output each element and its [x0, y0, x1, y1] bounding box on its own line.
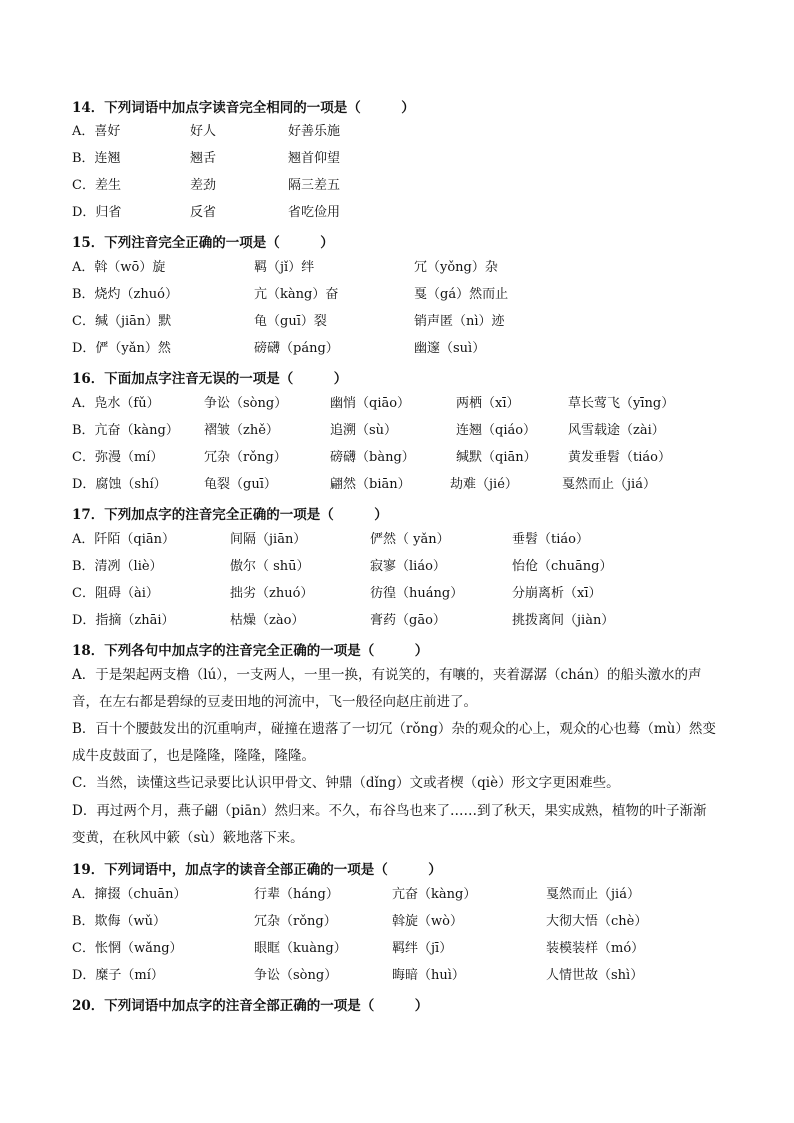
q17-b-2: 傲尔（ shū） [230, 559, 310, 574]
q19-c-4: 装模装样（mó） [546, 941, 645, 956]
q19-d-4: 人情世故（shì） [546, 968, 644, 983]
q16-a-2: 争讼（sòng） [204, 396, 288, 411]
question-15-title: 15．下列注音完全正确的一项是（ ） [72, 235, 334, 251]
q19-b-1: B．欺侮（wǔ） [72, 914, 167, 929]
q16-c-1: C．弥漫（mí） [72, 450, 164, 465]
q17-a-4: 垂髫（tiáo） [512, 532, 589, 547]
q16-c-4: 缄默（qiān） [456, 450, 537, 465]
q19-c-3: 羁绊（jī） [392, 941, 453, 956]
question-20-title: 20．下列词语中加点字的注音全部正确的一项是（ ） [72, 998, 429, 1014]
q14-b-1: B．连翘 [72, 151, 121, 166]
q16-d-4: 劫难（jié） [450, 477, 518, 492]
q17-b-3: 寂寥（liáo） [370, 559, 446, 574]
q19-d-3: 晦暗（huì） [392, 968, 465, 983]
q17-c-4: 分崩离析（xī） [512, 586, 602, 601]
q18-a-line-1: A．于是架起两支橹（lú），一支两人，一里一换，有说笑的，有嚷的，夹着潺潺（chán）的船头激水的声 [72, 667, 702, 683]
q14-a-1: A．喜好 [72, 124, 121, 139]
q15-a-3: 冗（yǒng）杂 [414, 260, 498, 275]
q16-d-3: 翩然（biān） [330, 477, 411, 492]
q16-c-2: 冗杂（rǒng） [204, 450, 287, 465]
q14-b-2: 翘舌 [190, 151, 217, 166]
q18-option-a [72, 662, 732, 716]
q16-b-1: B．亢奋（kàng） [72, 423, 179, 438]
q16-d-2: 龟裂（guī） [204, 477, 277, 492]
q15-b-3: 戛（gá）然而止 [414, 287, 509, 302]
q18-option-d [72, 798, 732, 852]
q18-c-line-1: C．当然，读懂这些记录要比认识甲骨文、钟鼎（dǐng）文或者楔（qiè）形文字更困难些。 [72, 775, 620, 791]
q17-c-3: 彷徨（huáng） [370, 586, 464, 601]
q14-a-3: 好善乐施 [288, 124, 341, 139]
q16-c-5: 黄发垂髫（tiáo） [568, 450, 671, 465]
q15-c-3: 销声匿（nì）迹 [414, 314, 505, 329]
q15-d-3: 幽邃（suì） [414, 341, 486, 356]
q16-a-4: 两栖（xī） [456, 396, 520, 411]
q19-c-1: C．怅惘（wǎng） [72, 941, 183, 956]
q16-c-3: 磅礴（bàng） [330, 450, 415, 465]
q19-d-2: 争讼（sòng） [254, 968, 338, 983]
q14-c-2: 差劲 [190, 178, 217, 193]
q19-d-1: D．糜子（mí） [72, 968, 164, 983]
q19-a-1: A．撺掇（chuān） [72, 887, 187, 902]
question-19-title: 19．下列词语中，加点字的读音全部正确的一项是（ ） [72, 862, 442, 878]
q17-a-2: 间隔（jiān） [230, 532, 307, 547]
q17-c-2: 拙劣（zhuó） [230, 586, 314, 601]
q17-d-4: 挑拨离间（jiàn） [512, 613, 615, 628]
q16-b-5: 风雪载途（zài） [568, 423, 665, 438]
q14-c-1: C．差生 [72, 178, 121, 193]
q18-a-line-2: 音，在左右都是碧绿的豆麦田地的河流中，飞一般径向赵庄前进了。 [72, 694, 477, 710]
q17-b-1: B．清冽（liè） [72, 559, 163, 574]
q17-a-1: A．阡陌（qiān） [72, 532, 175, 547]
q15-d-2: 磅礴（páng） [254, 341, 339, 356]
q17-a-3: 俨然（ yǎn） [370, 532, 450, 547]
q18-b-line-2: 成牛皮鼓面了，也是隆隆，隆隆，隆隆。 [72, 748, 315, 764]
q17-b-4: 怡伧（chuāng） [512, 559, 613, 574]
q14-d-2: 反省 [190, 205, 217, 220]
q14-a-2: 好人 [190, 124, 217, 139]
q16-d-1: D．腐蚀（shí） [72, 477, 167, 492]
q15-c-2: 龟（guī）裂 [254, 314, 327, 329]
q19-a-3: 亢奋（kàng） [392, 887, 477, 902]
q14-d-1: D．归省 [72, 205, 122, 220]
q14-d-3: 省吃俭用 [288, 205, 341, 220]
q19-b-2: 冗杂（rǒng） [254, 914, 337, 929]
q15-b-2: 亢（kàng）奋 [254, 287, 339, 302]
q18-option-b [72, 716, 732, 770]
q18-option-c [72, 770, 732, 797]
q17-d-3: 膏药（gāo） [370, 613, 446, 628]
q17-c-1: C．阻碍（ài） [72, 586, 159, 601]
q17-d-2: 枯燥（zào） [230, 613, 305, 628]
q18-b-line-1: B．百十个腰鼓发出的沉重响声，碰撞在遗落了一切冗（rǒng）杂的观众的心上，观众的心也蓦（mù）然变 [72, 721, 716, 737]
q16-b-4: 连翘（qiáo） [456, 423, 537, 438]
q15-a-2: 羁（jǐ）绊 [254, 260, 315, 275]
q16-a-3: 幽悄（qiāo） [330, 396, 411, 411]
q15-a-1: A．斡（wō）旋 [72, 260, 166, 275]
q18-d-line-1: D．再过两个月，燕子翩（piān）然归来。不久，布谷鸟也来了……到了秋天，果实成熟，植物的叶子渐渐 [72, 803, 707, 819]
q19-a-2: 行辈（háng） [254, 887, 339, 902]
question-17-title: 17．下列加点字的注音完全正确的一项是（ ） [72, 507, 388, 523]
q16-a-1: A．凫水（fǔ） [72, 396, 160, 411]
q14-b-3: 翘首仰望 [288, 151, 341, 166]
question-18-title: 18．下列各句中加点字的注音完全正确的一项是（ ） [72, 643, 429, 659]
q19-a-4: 戛然而止（jiá） [546, 887, 640, 902]
q18-d-line-2: 变黄，在秋风中簌（sù）簌地落下来。 [72, 830, 304, 846]
q16-b-3: 追溯（sù） [330, 423, 398, 438]
q17-d-1: D．指摘（zhāi） [72, 613, 175, 628]
q15-b-1: B．烧灼（zhuó） [72, 287, 178, 302]
q19-b-3: 斡旋（wò） [392, 914, 463, 929]
q16-b-2: 褶皱（zhě） [204, 423, 279, 438]
q15-d-1: D．俨（yǎn）然 [72, 341, 171, 356]
question-14-title: 14．下列词语中加点字读音完全相同的一项是（ ） [72, 100, 415, 116]
q14-c-3: 隔三差五 [288, 178, 341, 193]
q19-b-4: 大彻大悟（chè） [546, 914, 648, 929]
q15-c-1: C．缄（jiān）默 [72, 314, 172, 329]
question-16-title: 16．下面加点字注音无误的一项是（ ） [72, 371, 348, 387]
q16-d-5: 戛然而止（jiá） [562, 477, 656, 492]
q16-a-5: 草长莺飞（yīng） [568, 396, 675, 411]
q19-c-2: 眼眶（kuàng） [254, 941, 347, 956]
